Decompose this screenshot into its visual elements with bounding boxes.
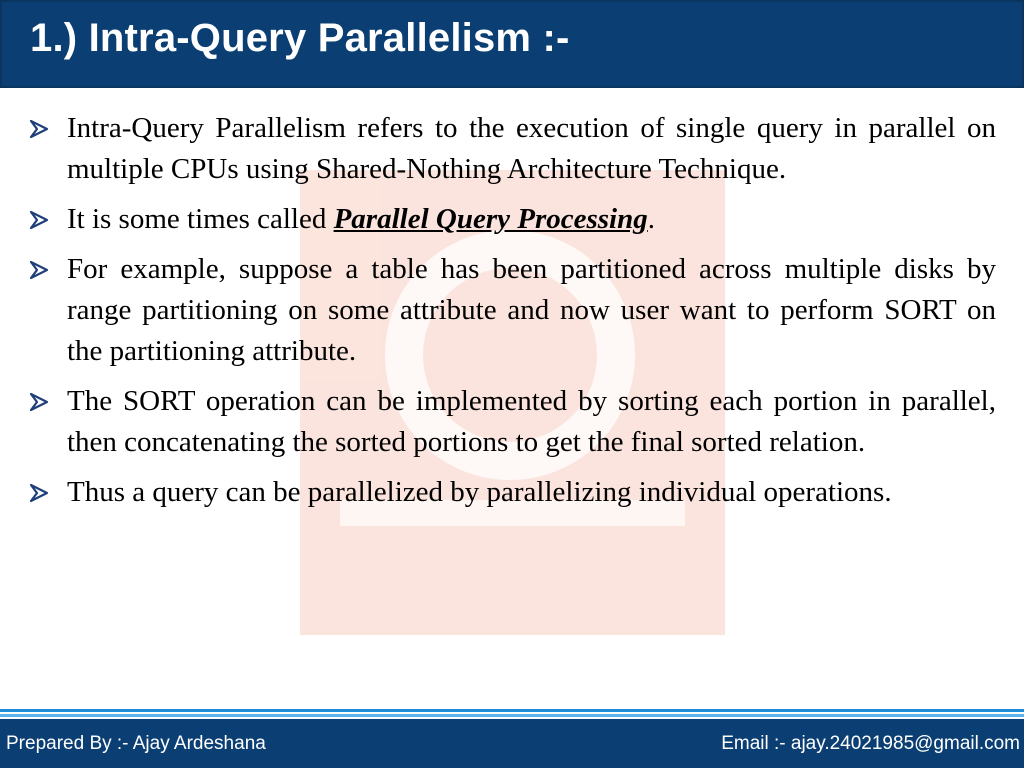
right-arrow-bullet-icon	[28, 260, 50, 280]
list-item	[28, 381, 996, 463]
list-item	[28, 199, 996, 240]
right-arrow-bullet-icon	[28, 210, 50, 230]
bullet-text-suffix: .	[647, 203, 655, 235]
footer-author: Prepared By :- Ajay Ardeshana	[6, 733, 266, 754]
footer-email: Email :- ajay.24021985@gmail.com	[721, 733, 1020, 754]
bullet-text: The SORT operation can be implemented by sorting each portion in parallel, then concatenating the sorted portions to get the final sorted relation.	[67, 385, 996, 458]
footer-divider	[0, 714, 1024, 717]
list-item	[28, 108, 996, 190]
bullet-list	[28, 108, 996, 522]
list-item	[28, 249, 996, 372]
list-item	[28, 472, 996, 513]
slide-title: 1.) Intra-Query Parallelism :-	[30, 16, 570, 60]
right-arrow-bullet-icon	[28, 119, 50, 139]
bullet-text: Intra-Query Parallelism refers to the execution of single query in parallel on multiple CPUs using Shared-Nothing Architecture Technique.	[67, 112, 996, 185]
emphasis-term: Parallel Query Processing	[333, 203, 648, 235]
title-bar	[0, 0, 1024, 88]
right-arrow-bullet-icon	[28, 483, 50, 503]
bullet-text: For example, suppose a table has been partitioned across multiple disks by range partitioning on some attribute and now user want to perform SORT on the partitioning attribute.	[67, 253, 996, 367]
bullet-text-prefix: It is some times called	[67, 203, 334, 235]
bullet-text: Thus a query can be parallelized by parallelizing individual operations.	[67, 476, 892, 508]
right-arrow-bullet-icon	[28, 392, 50, 412]
footer-divider	[0, 709, 1024, 712]
